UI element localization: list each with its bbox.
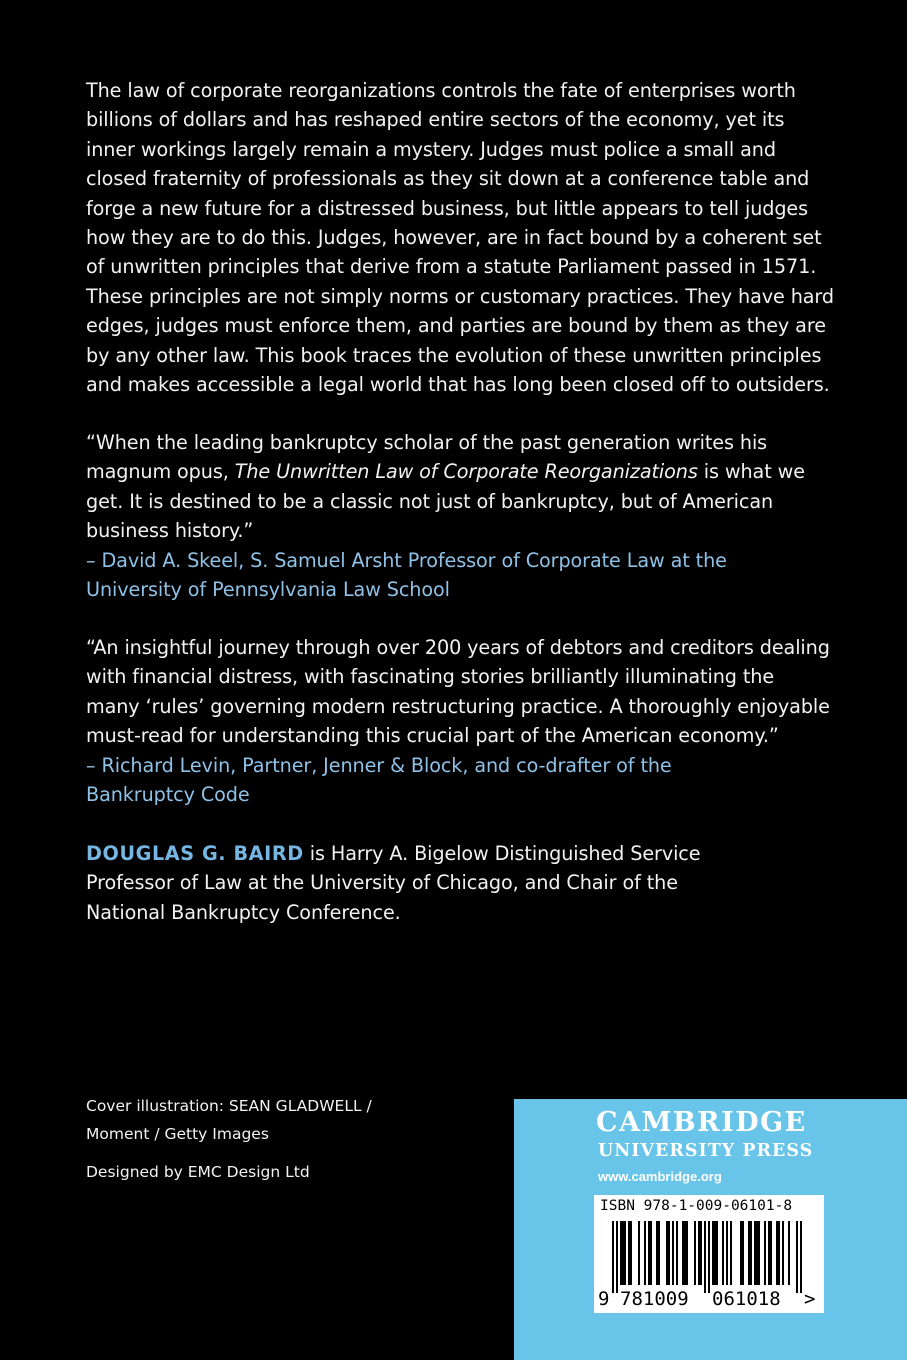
book-title-italic: The Unwritten Law of Corporate Reorganizations (234, 460, 698, 484)
review-attribution: – David A. Skeel, S. Samuel Arsht Professor of Corporate Law at the (86, 548, 727, 572)
review-quote-skeel (86, 428, 806, 604)
review-attribution: University of Pennsylvania Law School (86, 578, 450, 602)
barcode-bar (644, 1221, 646, 1285)
description-line: edges, judges must enforce them, and parties are bound by them as they are (86, 314, 826, 338)
review-line: business history.” (86, 519, 254, 543)
review-text: magnum opus, (86, 460, 235, 484)
barcode-bar (740, 1221, 742, 1285)
barcode-bar (682, 1221, 684, 1285)
review-line: must-read for understanding this crucial part of the American economy.” (86, 724, 779, 748)
barcode-bar (666, 1221, 668, 1285)
description-line: These principles are not simply norms or customary practices. They have hard (86, 284, 834, 308)
review-text: is what we (697, 460, 805, 484)
barcode-bar (650, 1221, 652, 1285)
barcode-bar (648, 1221, 650, 1285)
review-line: with financial distress, with fascinating stories brilliantly illuminating the (86, 665, 775, 689)
barcode-bar (782, 1221, 784, 1285)
description-line: billions of dollars and has reshaped entire sectors of the economy, yet its (86, 108, 785, 132)
barcode-bar (616, 1221, 618, 1293)
author-bio (86, 839, 806, 927)
barcode-bar (796, 1221, 798, 1293)
description-line: of unwritten principles that derive from a statute Parliament passed in 1571. (86, 255, 817, 279)
barcode-quiet-zone-marker: > (804, 1288, 816, 1310)
barcode-bar (700, 1221, 702, 1285)
barcode-bar (754, 1221, 756, 1285)
barcode-bar (698, 1221, 700, 1285)
barcode-bar (686, 1221, 688, 1285)
credit-line: Moment / Getty Images (86, 1125, 269, 1143)
barcode-digits-right: 061018 (712, 1288, 781, 1310)
description-line: by any other law. This book traces the evolution of these unwritten principles (86, 343, 822, 367)
barcode-bar (768, 1221, 770, 1285)
credit-line: Cover illustration: SEAN GLADWELL / (86, 1097, 372, 1115)
review-line (86, 457, 806, 486)
barcode-bar (672, 1221, 674, 1285)
barcode-bar (656, 1221, 658, 1285)
barcode-bar (800, 1221, 802, 1293)
barcode-bar (630, 1221, 632, 1285)
review-attribution: – Richard Levin, Partner, Jenner & Block, and co-drafter of the (86, 753, 672, 777)
review-line: “An insightful journey through over 200 years of debtors and creditors dealing (86, 636, 830, 659)
review-attribution: Bankruptcy Code (86, 783, 250, 807)
barcode-digits-left: 781009 (620, 1288, 689, 1310)
barcode-bar (684, 1221, 686, 1285)
barcode-bar (714, 1221, 716, 1285)
barcode-bar (658, 1221, 660, 1285)
barcode-bar (788, 1221, 790, 1285)
review-line: get. It is destined to be a classic not just of bankruptcy, but of American (86, 489, 774, 513)
barcode-bar (776, 1221, 778, 1285)
barcode-bar (750, 1221, 752, 1285)
description-line: closed fraternity of professionals as they sit down at a conference table and (86, 167, 810, 191)
barcode-bar (726, 1221, 728, 1285)
barcode-bar (708, 1221, 710, 1293)
barcode-bar (756, 1221, 758, 1285)
bio-text: is Harry A. Bigelow Distinguished Service (303, 842, 701, 865)
description-line: The law of corporate reorganizations controls the fate of enterprises worth (86, 79, 796, 102)
bio-line: National Bankruptcy Conference. (86, 900, 401, 924)
author-name: DOUGLAS G. BAIRD (86, 842, 304, 865)
barcode-bar (716, 1221, 718, 1285)
publisher-panel (514, 1099, 907, 1360)
barcode-bar (722, 1221, 724, 1285)
barcode-bar (712, 1221, 714, 1285)
barcode-bar (694, 1221, 696, 1285)
description-line: forge a new future for a distressed business, but little appears to tell judges (86, 196, 809, 220)
publisher-logo: CAMBRIDGE (596, 1107, 807, 1138)
review-line: “When the leading bankruptcy scholar of the past generation writes his (86, 431, 768, 454)
barcode-bar (742, 1221, 744, 1285)
barcode-digits-lead: 9 (598, 1288, 610, 1310)
description-line: inner workings largely remain a mystery. Judges must police a small and (86, 137, 776, 161)
barcode-bar (620, 1221, 622, 1285)
book-description (86, 76, 834, 399)
barcode-bar (730, 1221, 732, 1285)
credit-line: Designed by EMC Design Ltd (86, 1163, 310, 1181)
barcode-bar (676, 1221, 678, 1285)
barcode-bar (764, 1221, 766, 1285)
design-credit (86, 1158, 310, 1186)
publisher-website: www.cambridge.org (598, 1169, 722, 1184)
barcode-bar (624, 1221, 626, 1285)
barcode-bar (758, 1221, 760, 1285)
bio-line: Professor of Law at the University of Chicago, and Chair of the (86, 871, 678, 895)
publisher-logo-subtitle: UNIVERSITY PRESS (598, 1141, 814, 1161)
description-line: how they are to do this. Judges, however, are in fact bound by a coherent set (86, 226, 822, 250)
barcode-bar (770, 1221, 772, 1285)
barcode-bar (778, 1221, 780, 1285)
barcode-bar (668, 1221, 670, 1285)
isbn-label: ISBN 978-1-009-06101-8 (600, 1198, 793, 1214)
barcode-bar (638, 1221, 640, 1285)
barcode-bar (704, 1221, 706, 1293)
review-line: many ‘rules’ governing modern restructuring practice. A thoroughly enjoyable (86, 694, 830, 718)
barcode-bar (628, 1221, 630, 1285)
barcode-bar (748, 1221, 750, 1285)
bio-line (86, 839, 806, 868)
barcode-bar (612, 1221, 614, 1293)
cover-illustration-credit (86, 1092, 372, 1148)
isbn-barcode (594, 1195, 824, 1313)
barcode-bar (622, 1221, 624, 1285)
review-quote-levin (86, 633, 830, 809)
description-line: and makes accessible a legal world that has long been closed off to outsiders. (86, 373, 830, 397)
